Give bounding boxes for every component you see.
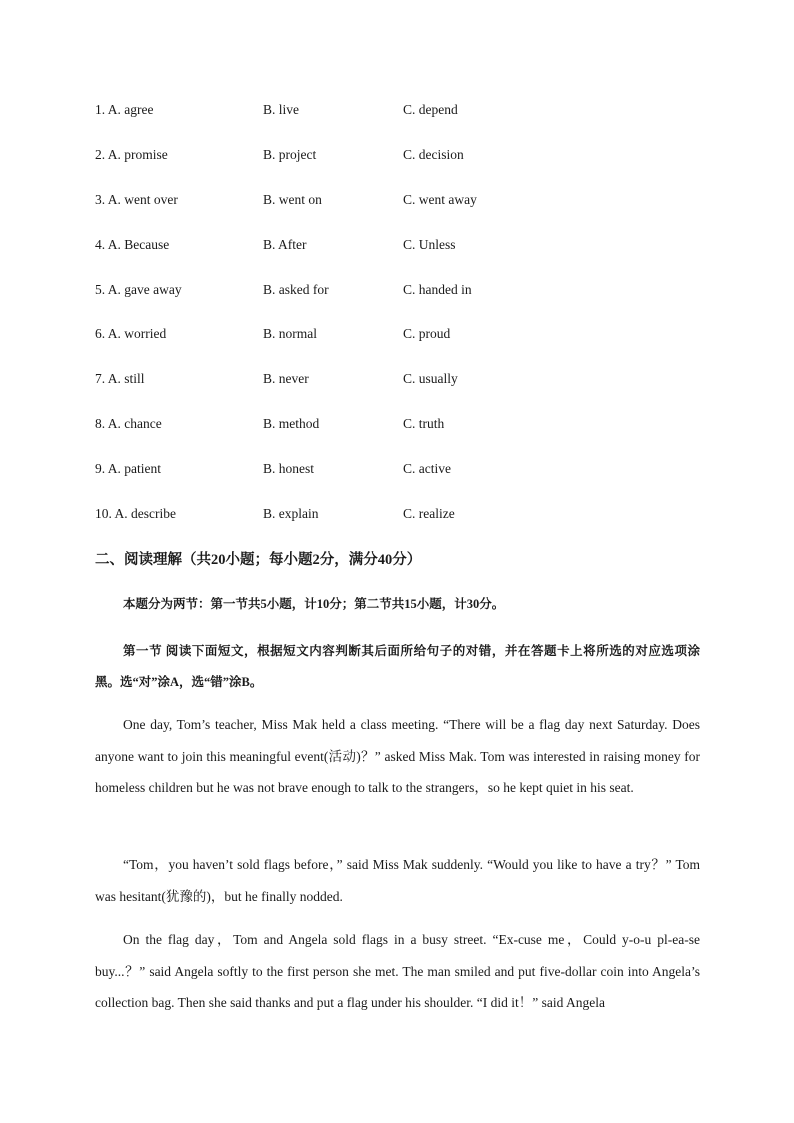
option-b: B. project [263,147,317,162]
option-c: C. truth [403,416,445,431]
option-a: 6. A. worried [95,326,167,341]
option-c: C. went away [403,192,477,207]
option-a: 2. A. promise [95,147,168,162]
option-c: C. realize [403,506,455,521]
option-b: B. normal [263,326,317,341]
option-c: C. Unless [403,237,456,252]
option-b: B. never [263,371,309,386]
option-a: 7. A. still [95,371,145,386]
option-c: C. proud [403,326,451,341]
passage-paragraph-1: One day, Tom’s teacher, Miss Mak held a class meeting. “There will be a flag day next Saturday. Does anyone want to join this meaningful event(活动)？” asked Miss Mak. Tom was interested in raising money for homeless children but he was not brave enough to talk to the strangers，so he kept quiet in his seat. [95,717,700,795]
option-a: 4. A. Because [95,237,170,252]
option-c: C. handed in [403,282,472,297]
option-b: B. honest [263,461,315,476]
option-b: B. went on [263,192,322,207]
section-note: 本题分为两节：第一节共5小题，计10分；第二节共15小题，计30分。 [123,597,505,611]
passage-paragraph-3: On the flag day，Tom and Angela sold flags in a busy street. “Ex-cuse me，Could y-o-u pl-ea-se buy...？” said Angela softly to the first person she met. The man smiled and put five-dollar coin into Angela’s collection bag. Then she said thanks and put a flag under his shoulder. “I did it！” said Angela [95,932,700,1010]
option-c: C. usually [403,371,458,386]
section-instruction: 第一节 阅读下面短文，根据短文内容判断其后面所给句子的对错，并在答题卡上将所选的对应选项涂黑。选“对”涂A，选“错”涂B。 [95,644,700,689]
option-b: B. live [263,102,299,117]
option-a: 9. A. patient [95,461,161,476]
option-a: 10. A. describe [95,506,176,521]
option-a: 5. A. gave away [95,282,182,297]
option-b: B. asked for [263,282,329,297]
option-a: 1. A. agree [95,102,154,117]
option-b: B. method [263,416,320,431]
option-c: C. depend [403,102,458,117]
option-a: 3. A. went over [95,192,178,207]
passage-paragraph-2: “Tom，you haven’t sold flags before，” said Miss Mak suddenly. “Would you like to have a try？” Tom was hesitant(犹豫的)，but he finally nodded. [95,857,700,904]
option-b: B. explain [263,506,319,521]
option-c: C. active [403,461,451,476]
option-b: B. After [263,237,307,252]
option-c: C. decision [403,147,464,162]
section-title: 二、阅读理解（共20小题；每小题2分，满分40分） [95,552,422,568]
option-a: 8. A. chance [95,416,162,431]
